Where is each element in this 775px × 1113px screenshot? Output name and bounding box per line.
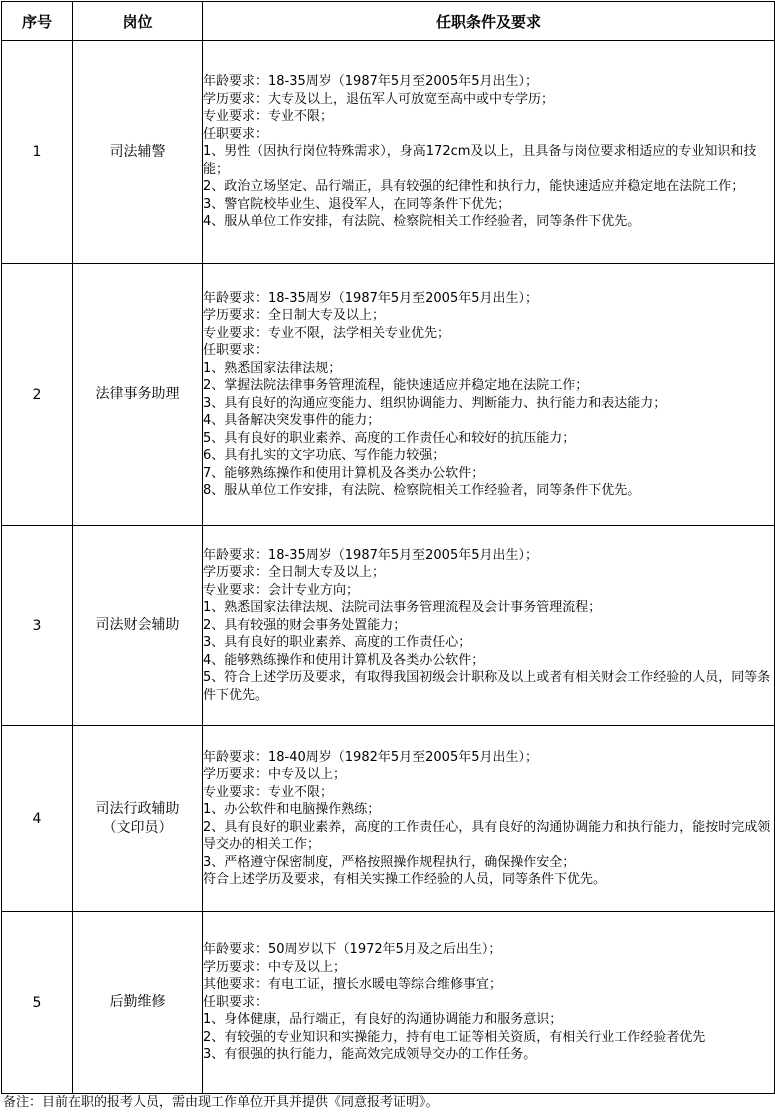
requirement-line: 3、具有良好的沟通应变能力、组织协调能力、判断能力、执行能力和表达能力； xyxy=(203,395,667,411)
requirement-line: 1、办公软件和电脑操作熟练； xyxy=(203,802,381,817)
requirement-line: 学历要求：全日制大专及以上； xyxy=(203,565,386,581)
requirement-line: 任职要求： xyxy=(203,126,269,142)
table-header-row xyxy=(2,2,775,41)
requirement-line: 2、有较强的专业知识和实操能力，持有电工证等相关资质，有相关行业工作经验者优先 xyxy=(203,1029,706,1045)
position-subtitle: （文印员） xyxy=(102,819,173,836)
requirement-line: 1、熟悉国家法律法规、法院司法事务管理流程及会计事务管理流程； xyxy=(203,600,602,616)
header-number: 序号 xyxy=(2,2,73,41)
requirement-line: 学历要求：大专及以上，退伍军人可放宽至高中或中专学历； xyxy=(203,91,555,107)
requirement-line: 1、男性（因执行岗位特殊需求），身高172cm及以上，且具备与岗位要求相适应的专业知识和技能； xyxy=(203,144,757,177)
requirement-line: 5、具有良好的职业素养、高度的工作责任心和较好的抗压能力； xyxy=(203,430,576,446)
requirement-line: 年龄要求：50周岁以下（1972年5月及之后出生）； xyxy=(203,942,502,958)
header-position: 岗位 xyxy=(73,2,203,41)
requirement-line: 3、具有良好的职业素养、高度的工作责任心； xyxy=(203,635,472,651)
requirement-line: 5、符合上述学历及要求，有取得我国初级会计职称及以上或者有相关财会工作经验的人员，同等条件下优先。 xyxy=(203,670,771,703)
requirement-line: 符合上述学历及要求，有相关实操工作经验的人员，同等条件下优先。 xyxy=(203,872,607,887)
row-number: 2 xyxy=(2,264,73,526)
requirements-cell xyxy=(203,264,775,526)
requirement-line: 学历要求：全日制大专及以上； xyxy=(203,308,386,323)
requirement-line: 其他要求：有电工证，擅长水暖电等综合维修事宜； xyxy=(203,977,503,993)
requirement-line: 2、掌握法院法律事务管理流程，能快速适应并稳定地在法院工作； xyxy=(203,378,589,393)
requirement-line: 专业要求：会计专业方向； xyxy=(203,582,360,598)
requirement-line: 专业要求：专业不限，法学相关专业优先； xyxy=(203,325,451,341)
requirement-line: 4、具备解决突发事件的能力； xyxy=(203,413,381,428)
requirement-line: 3、严格遵守保密制度，严格按照操作规程执行，确保操作安全； xyxy=(203,854,576,870)
requirement-line: 年龄要求：18-35周岁（1987年5月至2005年5月出生）； xyxy=(203,74,538,90)
requirement-line: 年龄要求：18-35周岁（1987年5月至2005年5月出生）； xyxy=(203,290,538,306)
table-row xyxy=(2,912,775,1094)
requirement-line: 专业要求：专业不限； xyxy=(203,109,334,125)
table-row xyxy=(2,264,775,526)
requirement-line: 任职要求： xyxy=(203,994,269,1010)
header-requirements: 任职条件及要求 xyxy=(203,2,775,41)
requirement-line: 7、能够熟练操作和使用计算机及各类办公软件； xyxy=(203,465,485,481)
requirement-line: 学历要求：中专及以上； xyxy=(203,959,347,975)
row-number: 1 xyxy=(2,41,73,264)
requirement-line: 年龄要求：18-40周岁（1982年5月至2005年5月出生）； xyxy=(203,749,538,765)
requirement-line: 1、身体健康，品行端正，有良好的沟通协调能力和服务意识； xyxy=(203,1012,563,1028)
table-row xyxy=(2,526,775,726)
requirement-line: 4、服从单位工作安排，有法院、检察院相关工作经验者，同等条件下优先。 xyxy=(203,214,641,230)
requirement-line: 3、有很强的执行能力，能高效完成领导交办的工作任务。 xyxy=(203,1047,537,1063)
position-name xyxy=(73,726,203,912)
requirement-line: 任职要求： xyxy=(203,343,269,358)
job-requirements-table xyxy=(1,1,775,1094)
table-row xyxy=(2,41,775,264)
requirement-line: 3、警官院校毕业生、退役军人，在同等条件下优先； xyxy=(203,196,511,212)
table-row xyxy=(2,726,775,912)
requirement-line: 6、具有扎实的文字功底、写作能力较强； xyxy=(203,448,446,463)
position-name: 法律事务助理 xyxy=(73,264,203,526)
position-title: 司法行政辅助 xyxy=(95,800,180,817)
position-name: 后勤维修 xyxy=(73,912,203,1094)
requirements-cell xyxy=(203,726,775,912)
position-name: 司法财会辅助 xyxy=(73,526,203,726)
row-number: 5 xyxy=(2,912,73,1094)
requirement-line: 年龄要求：18-35周岁（1987年5月至2005年5月出生）； xyxy=(203,547,538,563)
requirement-line: 4、能够熟练操作和使用计算机及各类办公软件； xyxy=(203,652,485,668)
row-number: 4 xyxy=(2,726,73,912)
requirement-line: 专业要求：专业不限； xyxy=(203,784,334,800)
requirements-cell xyxy=(203,912,775,1094)
requirement-line: 8、服从单位工作安排，有法院、检察院相关工作经验者，同等条件下优先。 xyxy=(203,483,641,498)
requirement-line: 2、具有良好的职业素养，高度的工作责任心，具有良好的沟通协调能力和执行能力，能按时完成领导交办的相关工作； xyxy=(203,819,771,852)
requirement-line: 1、熟悉国家法律法规； xyxy=(203,360,342,376)
footnote: 备注：目前在职的报考人员，需由现工作单位开具并提供《同意报考证明》。 xyxy=(3,1095,439,1110)
position-name: 司法辅警 xyxy=(73,41,203,264)
requirement-line: 2、具有较强的财会事务处置能力； xyxy=(203,617,407,633)
requirement-line: 学历要求：中专及以上； xyxy=(203,767,347,782)
requirements-cell xyxy=(203,526,775,726)
requirements-cell xyxy=(203,41,775,264)
requirement-line: 2、政治立场坚定、品行端正，具有较强的纪律性和执行力，能快速适应并稳定地在法院工作； xyxy=(203,179,745,195)
row-number: 3 xyxy=(2,526,73,726)
